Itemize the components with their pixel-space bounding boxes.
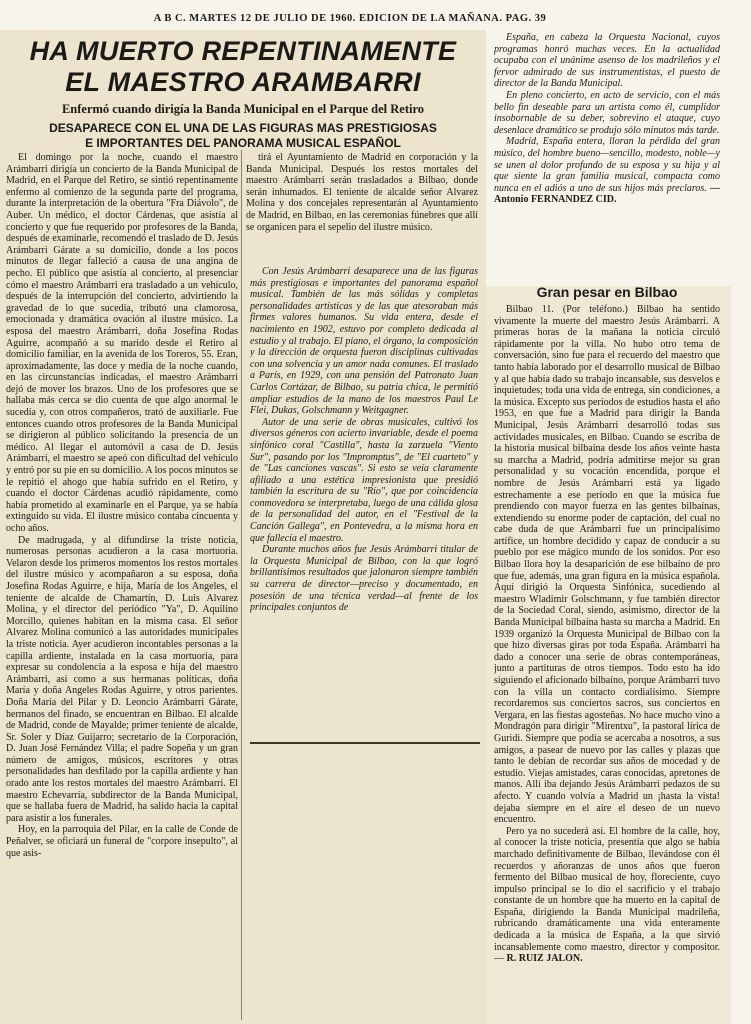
right-column-top-paragraph: En pleno concierto, en acto de servicio, con el más bello fin deseable para un artista como él, cumplidor insobornable de su deber, sobrevino el ataque, cuyo desenlace dramático se produjo sólo minutos más tarde. — [494, 89, 720, 136]
byline-fernandez-cid: — Antonio FERNANDEZ CID. — [494, 182, 720, 206]
byline-ruiz-jalon: R. RUIZ JALON. — [506, 953, 583, 965]
right-column-bottom-paragraph — [494, 826, 720, 965]
right-column-top-paragraph: España, en cabeza la Orquesta Nacional, cuyos programas honró muchas veces. En la actualidad ocupaba con el unánime asenso de los madrileños y el fervor admirado de sus instrumentistas, el puesto de director de la Banda Municipal. — [494, 32, 720, 90]
right-column-bottom — [494, 304, 720, 1016]
right-column-top-paragraph-text: Madrid, España entera, lloran la pérdida del gran músico, del hombre bueno—sencillo, modesto, noble—y se unen al dolor profundo de su esposa y su hija y al que siente la gran familia musical, compacta como nunca en el adiós a uno de sus hijos más preclaros. — [494, 136, 720, 194]
column-a-paragraph: El domingo por la noche, cuando el maestro Arámbarri dirigía un concierto de la Banda Municipal de Madrid, en el Parque del Retiro, se sintió repentinamente enfermo al comienzo de la segunda parte del programa, durante la interpretación de la obertura "Fra Diávolo", de Auber. Un médico, el doctor Cárdenas, que asistía al concierto y que fue requerido por profesores de la Banda, después de examinarle, recomendó el traslado de D. Jesús Arámbarri Gárate a su domicilio, donde a los pocos minutos de llegar falleció a causa de una angina de pecho. El público que asistía al concierto, al presenciar cómo el maestro Arámbarri era trasladado a un vehículo, después de la interrupción del concierto, advirtiendo la gravedad de lo que sucedía, tributó una clamorosa, emocionada y dramática ovación al ilustre músico. La esposa del maestro Arámbarri, doña Josefina Rodas Aguirre, acompañó a su marido desde el Retiro al domicilio familiar, en la avenida de los Toreros, 55. Eran, aproximadamente, las doce y media de la noche cuando, en las circunstancias indicadas, el maestro Arámbarri dejó de mover los brazos. Uno de los profesores que se hallaba más cerca se dio cuenta de que algo anormal le sucedía y, con otros compañeros, trató de auxiliarle. Fue entonces cuando otros profesores de la Banda Municipal se dirigieron al público solicitando la presencia de un médico. Al llegar el automóvil a casa de D. Jesús Arámbarri, el maestro se apeó con dificultad del vehículo y entró por su pie en su domicilio. A los pocos minutos se le repitió el ahogo que había sufrido en el Retiro, y cuando el doctor Cárdenas acudió rápidamente, como había prometido al examinarle en el Parque, ya se había extinguido su vida. El ilustre músico contaba cincuenta y ocho años. — [6, 152, 238, 534]
headline-line-1: HA MUERTO REPENTINAMENTE — [29, 36, 457, 66]
column-a-paragraph: De madrugada, y al difundirse la triste noticia, numerosas personas acudieron a la casa mortuoria. Velaron desde los primeros momentos los restos mortales del ilustre músico y acompañaron a su esposa, doña Josefina Rodas Aguirre, e hija, María de los Angeles, el teniente de alcalde de Chamartín, D. Luis Alvarez Molina, y el director del periódico "Ya", D. Aquilino Morcillo, quienes habitan en la misma casa. El señor Alvarez Molina comunicó a las autoridades municipales la triste noticia. Ayer acudieron incontables personas a la capilla ardiente, instalada en la casa mortuoria, para expresar su condolencia a la esposa e hija del maestro Arámbarri, así como a sus hermanas políticas, doña María y doña Angeles Rodas Aguirre, y otros parientes. Doña María del Pilar y D. Leoncio Arámbarri Gárate, hermanos del finado, se encuentran en Bilbao. El alcalde de Madrid, conde de Mayalde; primer teniente de alcalde, Sr. Soler y Díaz Guijarro; secretario de la Corporación, D. Juan José Fernández Villa; el padre Sopeña y un gran número de amigos, músicos, escritores y otras personalidades han desfilado por la capilla ardiente y han orado ante los restos mortales del maestro Arámbarri. El maestro Echevarría, subdirector de la Banda Municipal, que se hallaba fuera de Madrid, ha salido hacia la capital para asistir a los funerales. — [6, 534, 238, 824]
obituary-box-paragraph: Con Jesús Arámbarri desaparece una de las figuras más prestigiosas e importantes del panorama español musical. También de las más sólidas y completas personalidades artísticas y de las que atesoraban más firmes valores humanos. Su vida entera, desde el nacimiento en 1902, estuvo por completo dedicada al estudio y al trabajo. El piano, el órgano, la composición y la dirección de orquesta fueron disciplinas cultivadas con una solvencia y un amor nada comunes. El traslado a París, en 1929, con una pensión del Patronato Juan Carlos Cortázar, de Bilbao, su patria chica, le permitió ampliar estudios de la mano de los maestros Paul Le Flei, Dukas, Golschmann y Weitgagner. — [250, 266, 478, 417]
right-column-top — [494, 32, 720, 286]
column-a — [6, 152, 238, 1022]
right-column-bottom-paragraph: Bilbao 11. (Por teléfono.) Bilbao ha sentido vivamente la muerte del maestro Jesús Arámbarri. A primeras horas de la mañana la noticia circuló rápidamente por la villa. No hubo otro tema de conversación, sino fue para el recuerdo del maestro que tanto había laborado por el desarrollo musical de Bilbao y al que había dado su trabajo incansable, sus desvelos e inquietudes; toda una vida de entrega, sin condiciones, a la música. Excepto sus períodos de estudios hasta el año 1953, en que fue a Madrid para dirigir la Banda Municipal, Jesús Arámbarri desarrolló todas sus actividades musicales, en Bilbao. Cuando se escriba de la historia musical bilbaína desde los años veinte hasta su marcha a Madrid, podría admitirse mejor su gran personalidad y su vocación encendida, porque el nombre de Jesús Arámbarri está ya ligado estrechamente a ese período en que la música fue prendiendo con mayor fuerza en las gentes bilbaínas, extendiendo su enorme poder de captación, del cual no cabe duda de que Arámbarri fue un principalísimo artífice, un hombre decidido y capaz de conducir a su pueblo por ese mágico mundo de los sonidos. Por eso Bilbao llora hoy la desaparición de ese bilbaíno de pro que fue, además, una gran figura en la música española. Aquí dirigió la Orquesta Sinfónica, sucediendo al maestro Wladimir Golschmann, y fue también director de la Sociedad Coral, siendo, asimismo, director de la Banda Municipal bilbaína hasta su marcha a Madrid. En 1939 organizó la Orquesta Municipal de Bilbao con la que hizo diversas giras por toda España. Arámbarri ha dado a conocer una serie de obras contemporáneas, junto a partituras de otros tiempos. Todo esto ha ido siguiendo el aficionado bilbaíno, porque Arámbarri tuvo con la villa un contacto cordialísimo. Siempre recordaremos sus conciertos sacros, sus conciertos en Vergara, en las fiestas agosteñas. No hace mucho vino a Mondragón para dirigir "Mirentxu", la pastoral lírica de Guridi. Siempre que podía se acercaba a nosotros, a sus amigos, a pasear de nuevo por las calles y plazas que tanto le debían de recordar sus años de mocedad y de estudio. Viejas amistades, caras conocidas, apretones de manos. Allí iba dejando Jesús Arámbarri pedazos de su afecto. Y cuando volvía a Madrid un ¡hasta la vista! dejaba siempre en el aire el deseo de un nuevo encuentro. — [494, 304, 720, 826]
masthead: A B C. MARTES 12 DE JULIO DE 1960. EDICION DE LA MAÑANA. PAG. 39 — [153, 13, 547, 24]
main-article-clipping — [0, 30, 486, 1024]
subheadline-1: Enfermó cuando dirigía la Banda Municipal en el Parque del Retiro — [61, 102, 425, 116]
obituary-box — [250, 266, 478, 740]
column-b-paragraph: tirá el Ayuntamiento de Madrid en corporación y la Banda Municipal. Después los restos mortales del maestro Arámbarri serán trasladados a Bilbao, donde serán inhumados. El teniente de alcalde señor Alvarez Molina y dos concejales representarán al Ayuntamiento de Madrid, en Bilbao, en las ceremonias fúnebres que allí se organicen para el sepelio del ilustre músico. — [246, 152, 478, 233]
subhead-bilbao: Gran pesar en Bilbao — [536, 284, 678, 300]
subheadline-2 — [0, 121, 486, 151]
obituary-box-rule — [250, 742, 480, 744]
headline-line-2: EL MAESTRO ARAMBARRI — [65, 67, 421, 97]
right-column-top-paragraph — [494, 136, 720, 206]
right-column-bottom-paragraph-text: Pero ya no sucederá así. El hombre de la calle, hoy, al conocer la triste noticia, presentía que algo se había marchado definitivamente de Bilbao, llevándose con él recuerdos y añoranzas de unos años que fueron fermento del Bilbao musical de hoy, floreciente, cuyo impulso principal se lo dio el sacrificio y el trabajo constante de un hombre que ha muerto en la capital de España, dirigiendo la Banda Municipal madrileña, rubricando dramáticamente una vida enteramente dedicada a la música de España, a la que sirvió incansablemente como maestro, director y compositor.— — [494, 825, 720, 965]
column-b — [246, 152, 478, 264]
column-divider — [241, 150, 242, 1020]
obituary-box-paragraph: Durante muchos años fue Jesús Arámbarri titular de la Orquesta Municipal de Bilbao, con la que logró brillantísimos resultados que jalonaron siempre también su carrera de director—preciso y documentado, en posesión de una técnica verdad—al frente de los principales conjuntos de — [250, 544, 478, 614]
subheadline-2-line-1: DESAPARECE CON EL UNA DE LAS FIGURAS MAS PRESTIGIOSAS — [49, 121, 437, 135]
obituary-box-paragraph: Autor de una serie de obras musicales, cultivó los diversos géneros con acierto invariable, desde el poema sinfónico coral "Castilla", hasta la zarzuela "Viento Sur", pasando por los "Impromptus", de "El cuarteto" y de "Las canciones vascas". Si esto se veía claramente afiliado a una estética impresionista que presidió también la escritura de su "Río", que por coincidencia conmovedora se interpretaba, luego de una cálida glosa de la personalidad del autor, en el "Festival de la Canción Gallega", en Pontevedra, a la misma hora en que fallecía el maestro. — [250, 416, 478, 544]
subheadline-2-line-2: E IMPORTANTES DEL PANORAMA MUSICAL ESPAÑOL — [85, 136, 401, 150]
column-a-paragraph: Hoy, en la parroquia del Pilar, en la calle de Conde de Peñalver, se oficiará un funeral de "corpore insepulto", al que asis- — [6, 824, 238, 859]
headline — [0, 36, 486, 98]
